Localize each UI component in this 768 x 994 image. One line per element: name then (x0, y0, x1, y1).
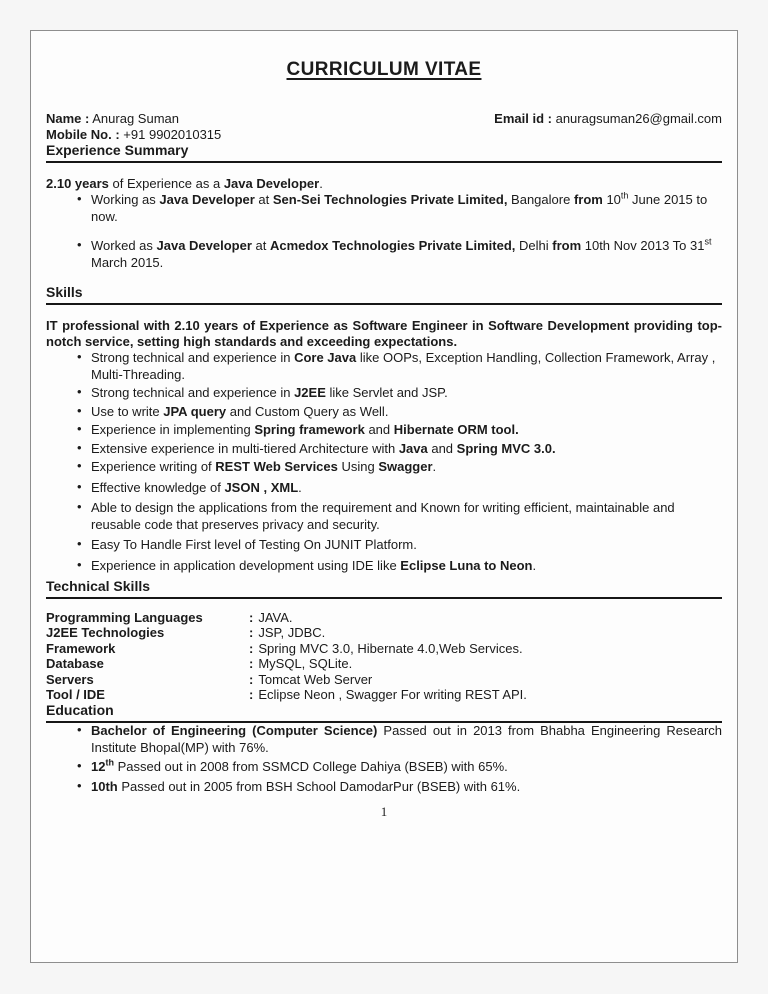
skill-row-value: Tomcat Web Server (258, 671, 373, 687)
skill-bullet: • Effective knowledge of JSON , XML. (46, 480, 722, 497)
page-title: CURRICULUM VITAE (286, 59, 482, 80)
experience-bullet: • Worked as Java Developer at Acmedox Technologies Private Limited, Delhi from 10th Nov 2013 To 31st March 2015. (46, 238, 722, 271)
skill-row-label: Framework (46, 640, 116, 656)
skill-row-label: J2EE Technologies (46, 625, 165, 641)
education-bullet: • 12th Passed out in 2008 from SSMCD College Dahiya (BSEB) with 65%. (46, 759, 722, 776)
skill-bullet: • Able to design the applications from the requirement and Known for writing efficient, maintainable and reusable code that preserves privacy and security. (46, 500, 722, 533)
contact-email-line (494, 111, 722, 127)
contact-name-line (46, 111, 221, 127)
skills-bullet-list-2 (46, 459, 722, 574)
experience-intro: 2.10 years of Experience as a Java Developer. (46, 176, 323, 191)
skill-bullet: • Easy To Handle First level of Testing On JUNIT Platform. (46, 537, 722, 554)
contact-right-column (494, 111, 722, 142)
email-label: Email id : (494, 111, 552, 126)
technical-skill-row (46, 672, 722, 687)
skill-row-separator: : (249, 625, 254, 641)
technical-skill-row (46, 641, 722, 656)
contact-left-column (46, 111, 221, 142)
skill-row-value: JSP, JDBC. (258, 625, 326, 641)
skill-row-value: JAVA. (258, 610, 293, 625)
contact-block (46, 111, 722, 142)
mobile-label: Mobile No. : (46, 126, 120, 142)
contact-mobile-line (46, 127, 221, 143)
skill-row-separator: : (249, 640, 254, 656)
skill-bullet: • Strong technical and experience in Core Java like OOPs, Exception Handling, Collection Framework, Array , Multi-Threading. (46, 350, 722, 383)
skill-bullet: • Use to write JPA query and Custom Query as Well. (46, 404, 722, 421)
skill-row-separator: : (249, 656, 254, 672)
skill-row-separator: : (249, 610, 254, 625)
education-bullet: • 10th Passed out in 2005 from BSH School DamodarPur (BSEB) with 61%. (46, 779, 722, 796)
skill-row-separator: : (249, 671, 254, 687)
technical-skills-table (46, 610, 722, 702)
skill-row-label: Tool / IDE (46, 687, 105, 703)
name-value: Anurag Suman (92, 111, 179, 126)
section-heading-skills: Skills (46, 284, 722, 305)
education-bullet-list (46, 723, 722, 795)
skills-intro: IT professional with 2.10 years of Experience as Software Engineer in Software Development providing top-notch service, setting high standards and exceeding expectations. (46, 318, 722, 349)
section-heading-experience-summary: Experience Summary (46, 142, 722, 163)
section-heading-technical-skills: Technical Skills (46, 578, 722, 599)
email-value: anuragsuman26@gmail.com (555, 111, 722, 126)
cv-page (30, 30, 738, 963)
name-label: Name : (46, 111, 90, 126)
skill-bullet: • Experience in application development using IDE like Eclipse Luna to Neon. (46, 558, 722, 575)
skill-row-separator: : (249, 687, 254, 703)
skill-row-label: Programming Languages (46, 610, 203, 625)
skill-row-value: Spring MVC 3.0, Hibernate 4.0,Web Services. (258, 640, 523, 656)
experience-bullet-list (46, 192, 722, 271)
skill-row-label: Database (46, 656, 104, 672)
skill-bullet: • Strong technical and experience in J2EE like Servlet and JSP. (46, 385, 722, 402)
education-bullet: • Bachelor of Engineering (Computer Science) Passed out in 2013 from Bhabha Engineering Research Institute Bhopal(MP) with 76%. (46, 723, 722, 756)
skill-row-value: MySQL, SQLite. (258, 656, 353, 672)
technical-skill-row (46, 656, 722, 671)
skill-bullet: • Experience writing of REST Web Services Using Swagger. (46, 459, 722, 476)
skill-row-label: Servers (46, 671, 94, 687)
mobile-value: +91 9902010315 (123, 126, 222, 142)
technical-skill-row (46, 625, 722, 640)
skill-row-value: Eclipse Neon , Swagger For writing REST API. (258, 687, 527, 703)
skill-bullet: • Experience in implementing Spring framework and Hibernate ORM tool. (46, 422, 722, 439)
experience-bullet: • Working as Java Developer at Sen-Sei Technologies Private Limited, Bangalore from 10th June 2015 to now. (46, 192, 722, 225)
technical-skill-row (46, 610, 722, 625)
section-heading-education: Education (46, 702, 722, 723)
technical-skill-row (46, 687, 722, 702)
page-number: 1 (380, 804, 388, 820)
skill-bullet: • Extensive experience in multi-tiered Architecture with Java and Spring MVC 3.0. (46, 441, 722, 458)
skills-bullet-list-1 (46, 350, 722, 457)
